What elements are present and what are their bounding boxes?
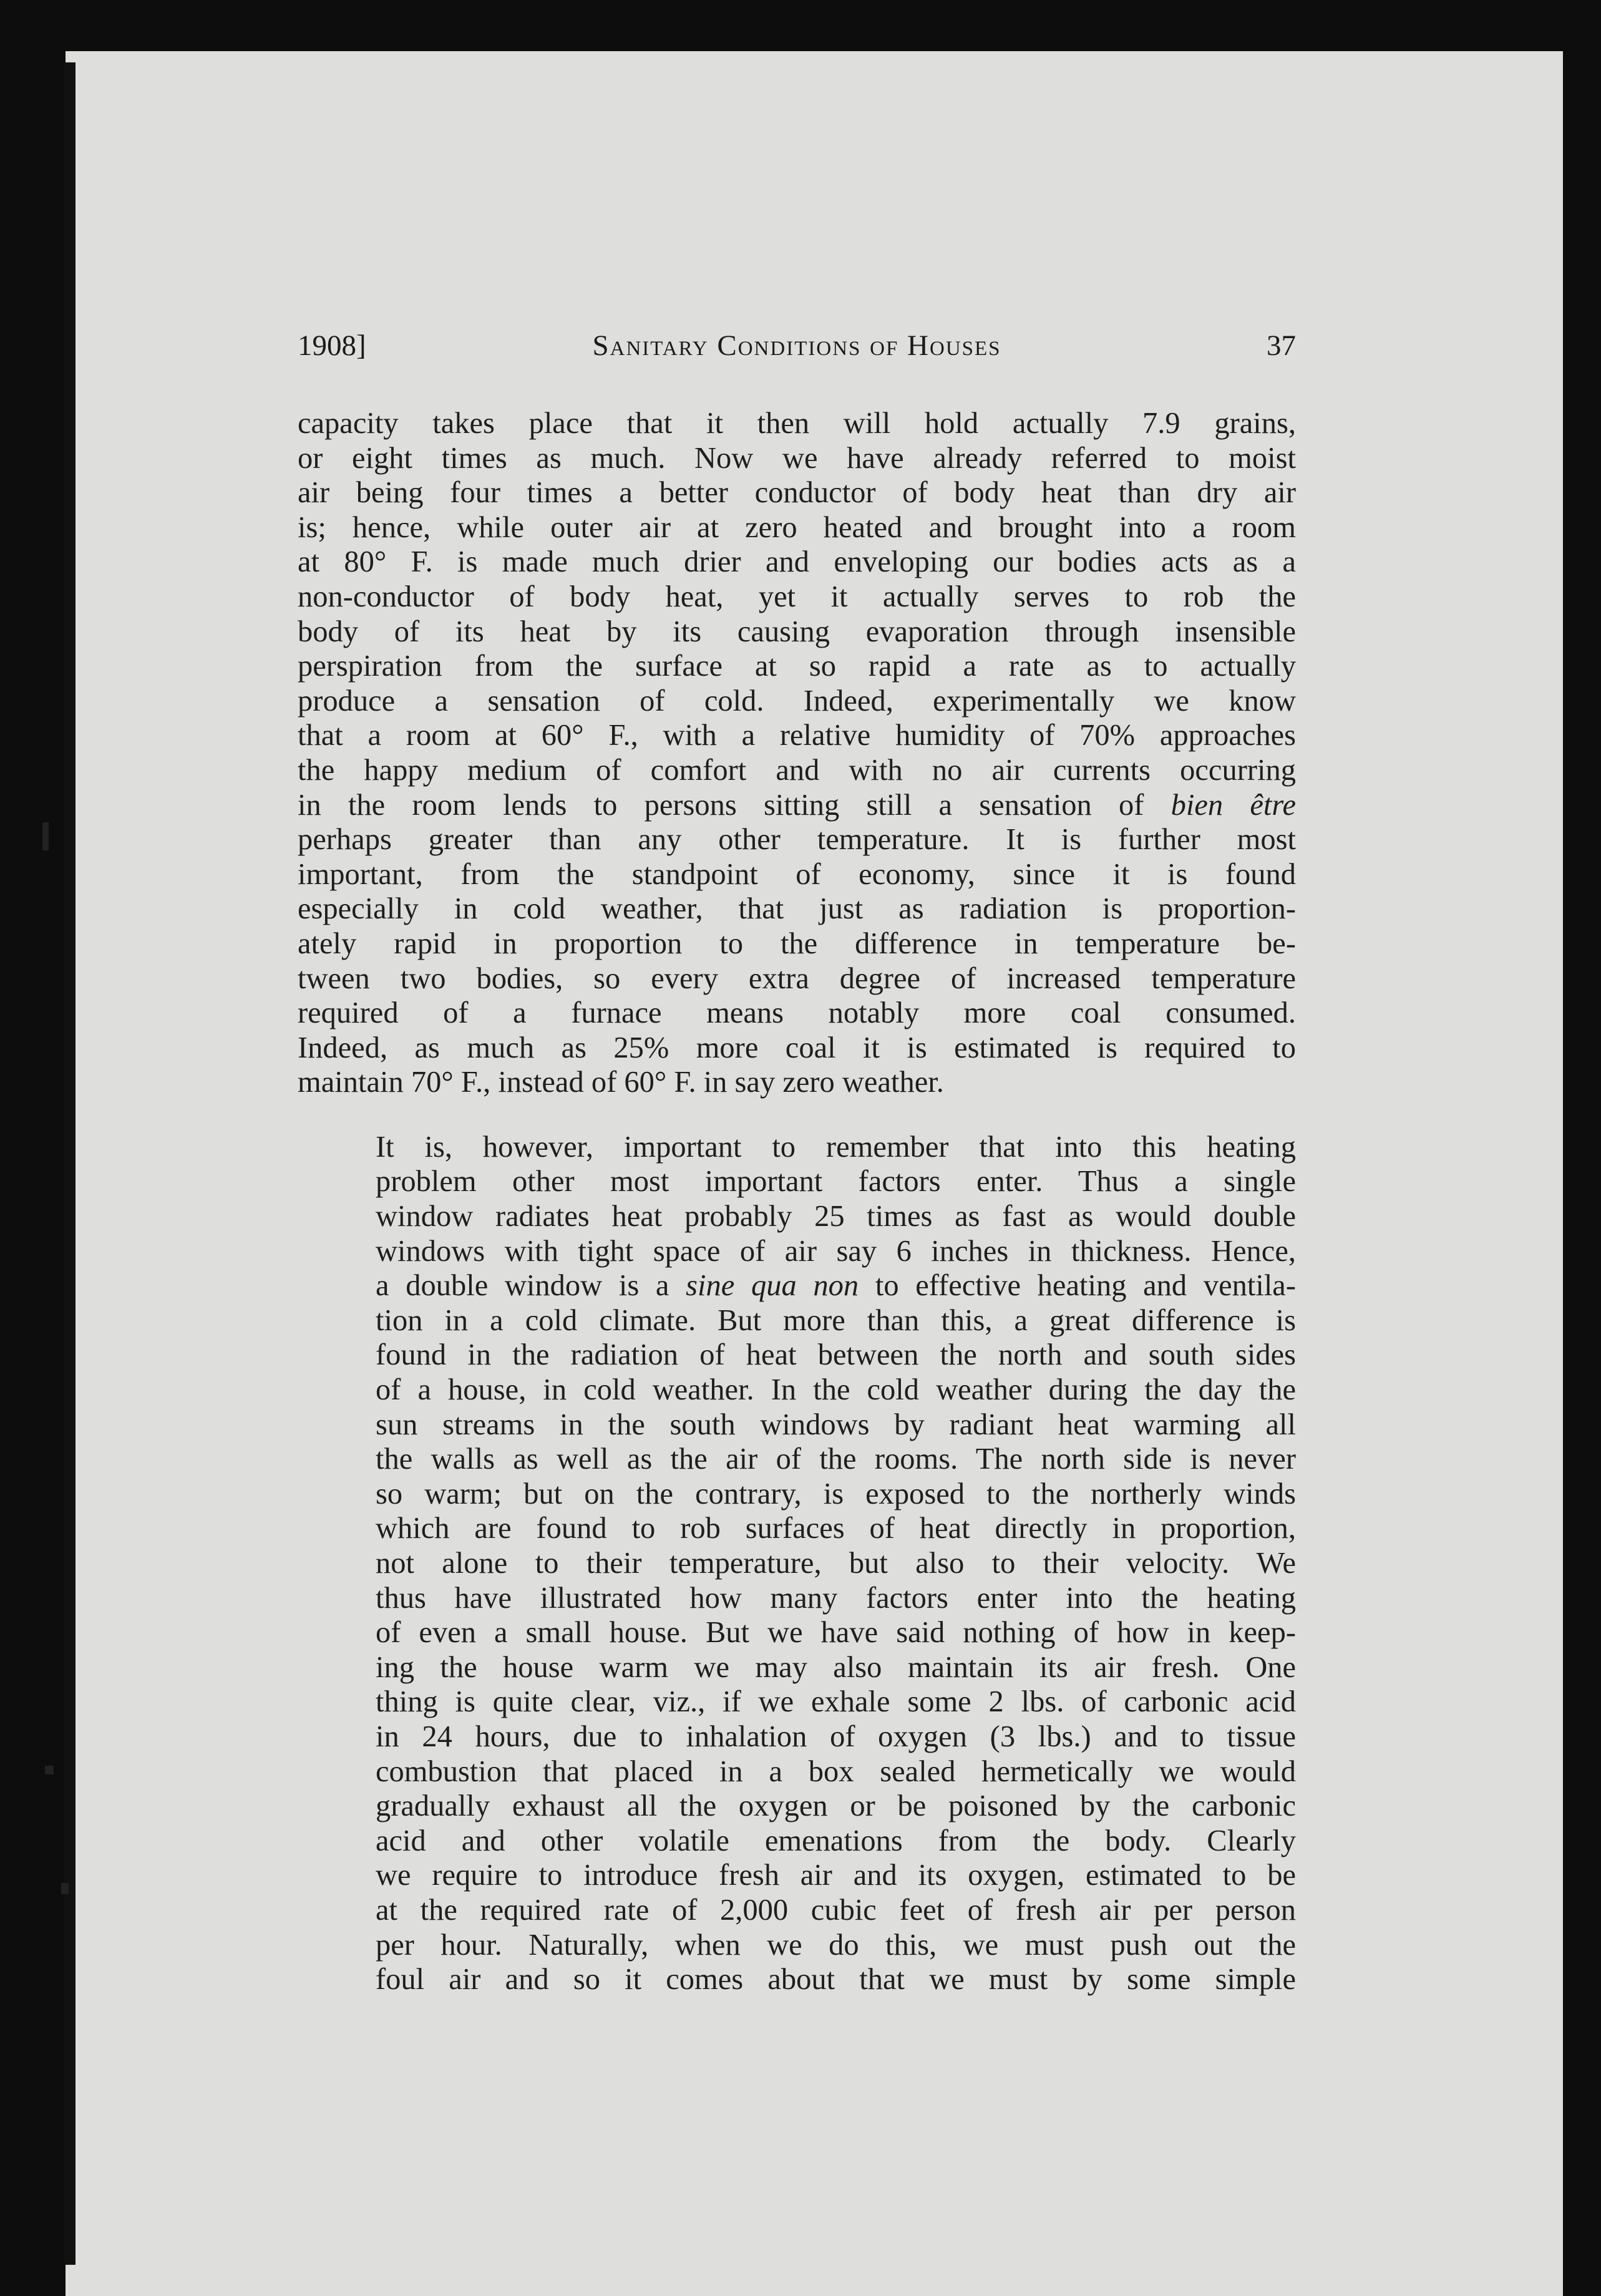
text-line: per hour. Naturally, when we do this, we must push out the — [376, 1928, 1296, 1962]
text-line: the happy medium of comfort and with no air currents occurring — [298, 753, 1296, 787]
text-line: produce a sensation of cold. Indeed, experimentally we know — [298, 684, 1296, 718]
italic-phrase: sine qua non — [686, 1269, 859, 1303]
text-line: non-conductor of body heat, yet it actually serves to rob the — [298, 580, 1296, 613]
text-fragment: to effective heating and ventila- — [859, 1269, 1296, 1303]
scan-mark — [61, 1883, 69, 1894]
header-title: Sanitary Conditions of Houses — [592, 329, 1001, 362]
binding-edge — [64, 62, 75, 2265]
text-line: windows with tight space of air say 6 inches in thickness. Hence, — [376, 1234, 1296, 1268]
text-line: of even a small house. But we have said nothing of how in keep- — [376, 1616, 1296, 1650]
text-line: in 24 hours, due to inhalation of oxygen (3 lbs.) and to tissue — [376, 1720, 1296, 1753]
text-line: foul air and so it comes about that we must by some simple — [376, 1963, 1296, 1997]
text-line: important, from the standpoint of economy, since it is found — [298, 857, 1296, 891]
page-number: 37 — [1267, 329, 1296, 362]
text-line: that a room at 60° F., with a relative humidity of 70% approaches — [298, 719, 1296, 752]
text-line: air being four times a better conductor of body heat than dry air — [298, 476, 1296, 510]
text-line: body of its heat by its causing evaporation through insensible — [298, 615, 1296, 648]
text-line: window radiates heat probably 25 times as fast as would double — [376, 1200, 1296, 1233]
text-line: Indeed, as much as 25% more coal it is estimated is required to — [298, 1031, 1296, 1064]
text-line: ately rapid in proportion to the difference in temperature be- — [298, 927, 1296, 960]
text-line: which are found to rob surfaces of heat directly in proportion, — [376, 1512, 1296, 1545]
text-line: combustion that placed in a box sealed hermetically we would — [376, 1754, 1296, 1788]
text-line: required of a furnace means notably more coal consumed. — [298, 996, 1296, 1030]
text-line: at the required rate of 2,000 cubic feet of fresh air per person — [376, 1893, 1296, 1927]
header-year: 1908] — [298, 329, 366, 362]
scan-mark — [45, 1766, 54, 1774]
text-line: the walls as well as the air of the rooms. The north side is never — [376, 1442, 1296, 1476]
text-fragment: a double window is a — [376, 1269, 686, 1303]
scan-mark — [42, 822, 49, 850]
text-line: thus have illustrated how many factors enter into the heating — [376, 1581, 1296, 1615]
text-line: acid and other volatile emenations from the body. Clearly — [376, 1824, 1296, 1857]
text-line: at 80° F. is made much drier and enveloping our bodies acts as a — [298, 545, 1296, 579]
text-line: thing is quite clear, viz., if we exhale some 2 lbs. of carbonic acid — [376, 1685, 1296, 1719]
running-header — [298, 329, 1296, 372]
text-line: sun streams in the south windows by radiant heat warming all — [376, 1408, 1296, 1441]
text-line: or eight times as much. Now we have already referred to moist — [298, 441, 1296, 475]
paragraph-2 — [298, 1130, 1296, 1997]
text-line: is; hence, while outer air at zero heated and brought into a room — [298, 510, 1296, 544]
text-line: found in the radiation of heat between the north and south sides — [376, 1338, 1296, 1372]
text-line: tion in a cold climate. But more than this, a great difference is — [376, 1303, 1296, 1337]
text-line: perspiration from the surface at so rapid a rate as to actually — [298, 649, 1296, 683]
text-line: maintain 70° F., instead of 60° F. in say zero weather. — [298, 1066, 944, 1099]
text-line: especially in cold weather, that just as radiation is proportion- — [298, 892, 1296, 926]
text-line: so warm; but on the contrary, is exposed to the northerly winds — [376, 1477, 1296, 1510]
text-line: we require to introduce fresh air and its oxygen, estimated to be — [376, 1859, 1296, 1892]
text-fragment: in the room lends to persons sitting still a sensation of — [298, 788, 1171, 822]
text-line: ing the house warm we may also maintain its air fresh. One — [376, 1650, 1296, 1684]
text-line: gradually exhaust all the oxygen or be poisoned by the carbonic — [376, 1789, 1296, 1823]
text-line: not alone to their temperature, but also to their velocity. We — [376, 1547, 1296, 1580]
text-line: of a house, in cold weather. In the cold weather during the day the — [376, 1373, 1296, 1407]
paragraph-1 — [298, 406, 1296, 1100]
text-line — [298, 788, 1296, 823]
text-line — [298, 1268, 1296, 1303]
italic-phrase: bien être — [1170, 788, 1296, 822]
text-line: tween two bodies, so every extra degree of increased temperature — [298, 961, 1296, 995]
body-text — [298, 406, 1296, 1997]
text-line: It is, however, important to remember that into this heating — [376, 1130, 1296, 1164]
text-line: problem other most important factors enter. Thus a single — [376, 1165, 1296, 1199]
text-line: capacity takes place that it then will hold actually 7.9 grains, — [298, 407, 1296, 440]
text-line: perhaps greater than any other temperature. It is further most — [298, 823, 1296, 857]
